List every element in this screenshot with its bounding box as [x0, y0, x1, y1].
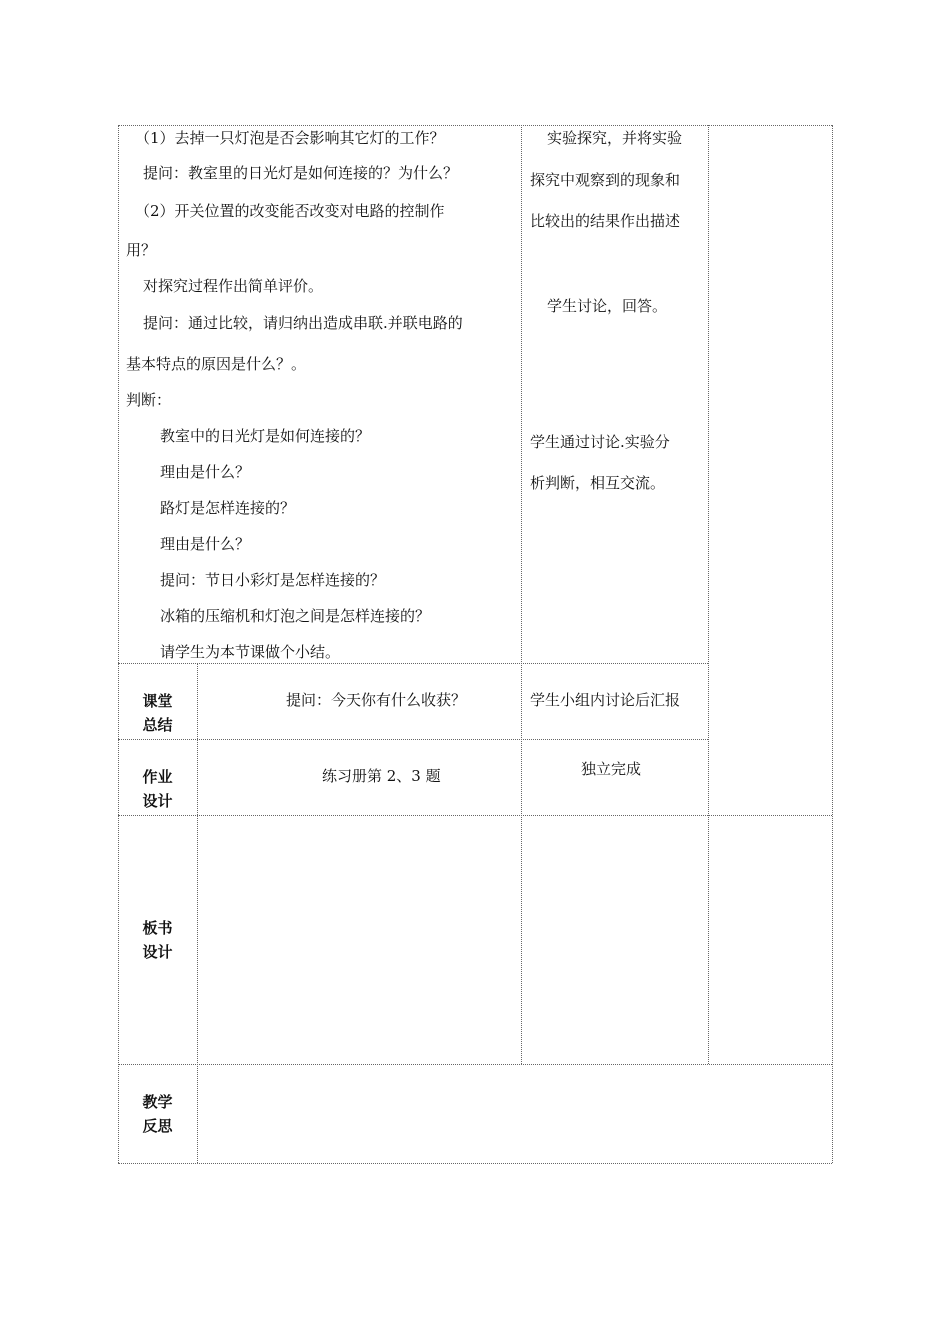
teacher-line: 路灯是怎样连接的？	[160, 499, 296, 517]
homework-label: 作业 设计	[142, 768, 173, 810]
table-bottom-border	[118, 1163, 832, 1164]
summary-teacher-text: 提问：今天你有什么收获？	[286, 691, 467, 709]
row-divider-reflection	[118, 1064, 832, 1065]
row-divider-blackboard	[118, 815, 832, 816]
teacher-line: （2）开关位置的改变能否改变对电路的控制作	[135, 202, 445, 220]
teacher-line: 教室中的日光灯是如何连接的？	[160, 427, 371, 445]
notes-column-divider	[708, 125, 709, 1064]
student-column-divider	[521, 125, 522, 1064]
teacher-line: 对探究过程作出简单评价。	[143, 277, 324, 295]
teacher-line: 请学生为本节课做个小结。	[160, 643, 341, 661]
homework-teacher-text: 练习册第 2、3 题	[322, 767, 441, 785]
summary-student-text: 学生小组内讨论后汇报	[530, 691, 681, 709]
homework-student-text: 独立完成	[581, 760, 642, 778]
teacher-line: （1）去掉一只灯泡是否会影响其它灯的工作？	[135, 129, 445, 147]
teacher-line: 提问：节日小彩灯是怎样连接的？	[160, 571, 386, 589]
teacher-line: 理由是什么？	[160, 463, 251, 481]
student-line: 探究中观察到的现象和	[530, 171, 681, 189]
reflection-label: 教学 反思	[142, 1093, 173, 1135]
teacher-line: 冰箱的压缩机和灯泡之间是怎样连接的？	[160, 607, 431, 625]
student-line: 析判断，相互交流。	[530, 474, 666, 492]
teacher-line: 提问：通过比较，请归纳出造成串联.并联电路的	[143, 314, 463, 332]
row-divider-homework	[118, 739, 708, 740]
teacher-line: 基本特点的原因是什么？。	[126, 355, 307, 373]
summary-label: 课堂 总结	[142, 692, 173, 734]
table-top-border	[118, 125, 832, 126]
table-right-border	[832, 125, 833, 1163]
student-line: 学生讨论，回答。	[547, 297, 668, 315]
student-line: 比较出的结果作出描述	[530, 212, 681, 230]
student-line: 学生通过讨论.实验分	[530, 433, 670, 451]
row-divider-summary	[118, 663, 708, 664]
teacher-line: 判断：	[126, 391, 172, 409]
teacher-line: 提问：教室里的日光灯是如何连接的？为什么？	[143, 164, 459, 182]
label-column-divider	[197, 663, 198, 1163]
blackboard-label: 板书 设计	[142, 919, 173, 961]
teacher-line: 用？	[126, 241, 157, 259]
student-line: 实验探究，并将实验	[547, 129, 683, 147]
table-left-border	[118, 125, 119, 1163]
teacher-line: 理由是什么？	[160, 535, 251, 553]
